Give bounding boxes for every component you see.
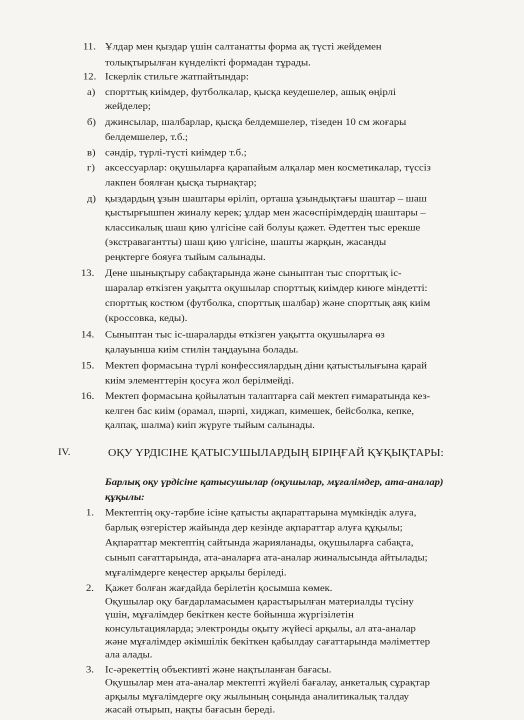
item-13-line-3: спорттық костюм (футболка, спорттық шалбар) және спорттық аяқ киім (105, 298, 431, 309)
item-11-line-1: Ұлдар мен қыздар үшін салтанатты форма ақ түсті жейдемен (105, 41, 382, 53)
item-12e-line-1: қыздардың ұзын шаштары өріліп, орташа ұзындықтағы шаштар – шаш (105, 193, 427, 205)
item-12-number: 12. (83, 71, 97, 83)
item-12-line-1: Іскерлік стильге жатпайтындар: (105, 71, 249, 83)
item-13-line-2: шаралар өткізген уақытта оқушылар спорттық киімдер киюге міндетті: (105, 283, 428, 294)
item-12a-line-2: жейделер; (105, 101, 151, 112)
right-1-line-3: Ақпараттар мектептің сайтында жарияланады, оқушыларға сабақта, (105, 538, 414, 549)
item-12d-line-1: аксессуарлар: оқушыларға қарапайым алқалар мен косметикалар, түссіз (105, 163, 431, 174)
section-subtitle-line-2: құқылы: (105, 492, 145, 503)
right-3-line-1: Іс-әрекеттің объективті және нақтыланған бағасы. (105, 665, 332, 676)
item-15-number: 15. (81, 360, 95, 372)
right-3-line-4: жасай отырып, нақты бағасын береді. (105, 704, 276, 716)
item-15-line-2: киім элементтерін қосуға жол берілмейді. (105, 375, 294, 387)
item-12d-line-2: лакпен боялған қысқа тырнақтар; (105, 178, 257, 189)
item-16-number: 16. (81, 391, 95, 402)
right-2-line-6: ала алады. (105, 649, 153, 661)
item-13-line-1: Дене шынықтыру сабақтарында және сыныптан тыс спорттық іс- (105, 268, 402, 279)
right-2-number: 2. (86, 583, 94, 595)
right-2-line-5: және мұғалімдер әкімшілік бекіткен қабылдау сағаттарында мәліметтер (105, 636, 431, 647)
item-16-line-2: келген бас киім (орамал, шәрпі, хиджап, кимешек, бейсболка, кепке, (105, 406, 415, 417)
right-1-line-5: мұғалімдерге кеңестер арқылы беріледі. (105, 567, 287, 579)
item-14-line-2: қалауынша киім стилін таңдауына болады. (105, 345, 299, 356)
item-12e-line-2: қыстырғышпен жиналу керек; ұлдар мен жасөспірімдердің шаштары – (105, 207, 426, 219)
item-12e-line-5: реңктерге бояуға тыйым салынады. (105, 252, 266, 263)
right-1-line-2: барлық өзгерістер жайында дер кезінде ақпараттар алуға құқылы; (105, 523, 403, 534)
item-12c-letter: в) (87, 148, 96, 159)
right-3-number: 3. (86, 665, 94, 676)
item-12c-line-1: сәндір, түрлі-түсті киімдер т.б.; (105, 148, 247, 159)
item-16-line-3: қалпақ, шалма) киіп жүруге тыйым салынады. (105, 420, 315, 431)
item-12a-line-1: спорттық киімдер, футболкалар, қысқа кеудешелер, ашық өңірлі (105, 87, 396, 98)
right-3-line-2: Оқушылар мен ата-аналар мектепті жүйелі бағалау, анкеталық сұрақтар (105, 678, 430, 689)
item-13-line-4: (кроссовка, кеды). (105, 313, 188, 324)
right-1-number: 1. (86, 508, 94, 519)
right-2-line-3: үшін, мұғалімдер бекіткен кесте бойынша жүргізілетін (105, 610, 354, 621)
item-14-number: 14. (81, 330, 95, 341)
item-11-number: 11. (83, 41, 96, 53)
item-14-line-1: Сыныптан тыс іс-шараларды өткізген уақытта оқушыларға өз (105, 330, 385, 341)
right-2-line-1: Қажет болған жағдайда берілетін қосымша көмек. (105, 583, 333, 595)
item-15-line-1: Мектеп формасына түрлі конфессиялардың діни қатыстылығына қарай (105, 360, 427, 372)
item-12e-line-3: классикалық шаш қию үлгісіне сай болуы қажет. Әдеттен тыс ерекше (105, 222, 421, 234)
right-2-line-2: Оқушылар оқу бағдарламасымен қарастырылған материалды түсіну (105, 596, 414, 608)
right-3-line-3: арқылы мұғалімдерге оқу жылының соңында аналитикалық талдау (105, 691, 409, 702)
item-12b-line-2: белдемшелер, т.б.; (105, 132, 188, 143)
section-subtitle-line-1: Барлық оқу үрдісіне қатысушылар (оқушылар, мұғалімдер, ата-аналар) (105, 477, 444, 488)
section-number: IV. (58, 447, 71, 458)
section-title: ОҚУ ҮРДІСІНЕ ҚАТЫСУШЫЛАРДЫҢ БІРІҢҒАЙ ҚҰҚЫҚТАРЫ: (108, 446, 444, 459)
right-1-line-4: сынып сағаттарында, ата-аналарға ата-аналар жиналысында айтылады; (105, 552, 428, 564)
item-16-line-1: Мектеп формасына қойылатын талаптарға сай мектеп ғимаратында кез- (105, 391, 431, 402)
item-12b-letter: б) (87, 117, 96, 128)
item-12e-line-4: (экстравагантты) шаш қию үлгісіне, шашты жарқын, жасанды (105, 237, 387, 249)
right-1-line-1: Мектептің оқу-тәрбие ісіне қатысты ақпараттарына мүмкіндік алуға, (105, 508, 417, 519)
item-12e-letter: д) (87, 193, 96, 205)
item-13-number: 13. (81, 268, 95, 279)
item-11-line-2: толықтырылған күнделікті формадан тұрады. (105, 57, 311, 69)
item-12a-letter: а) (87, 87, 96, 98)
right-2-line-4: консультацияларда; электронды оқыту жүйесі арқылы, ал ата-аналар (105, 623, 416, 634)
item-12d-letter: г) (87, 163, 95, 174)
item-12b-line-1: джинсылар, шалбарлар, қысқа белдемшелер, тізеден 10 см жоғары (105, 117, 407, 128)
